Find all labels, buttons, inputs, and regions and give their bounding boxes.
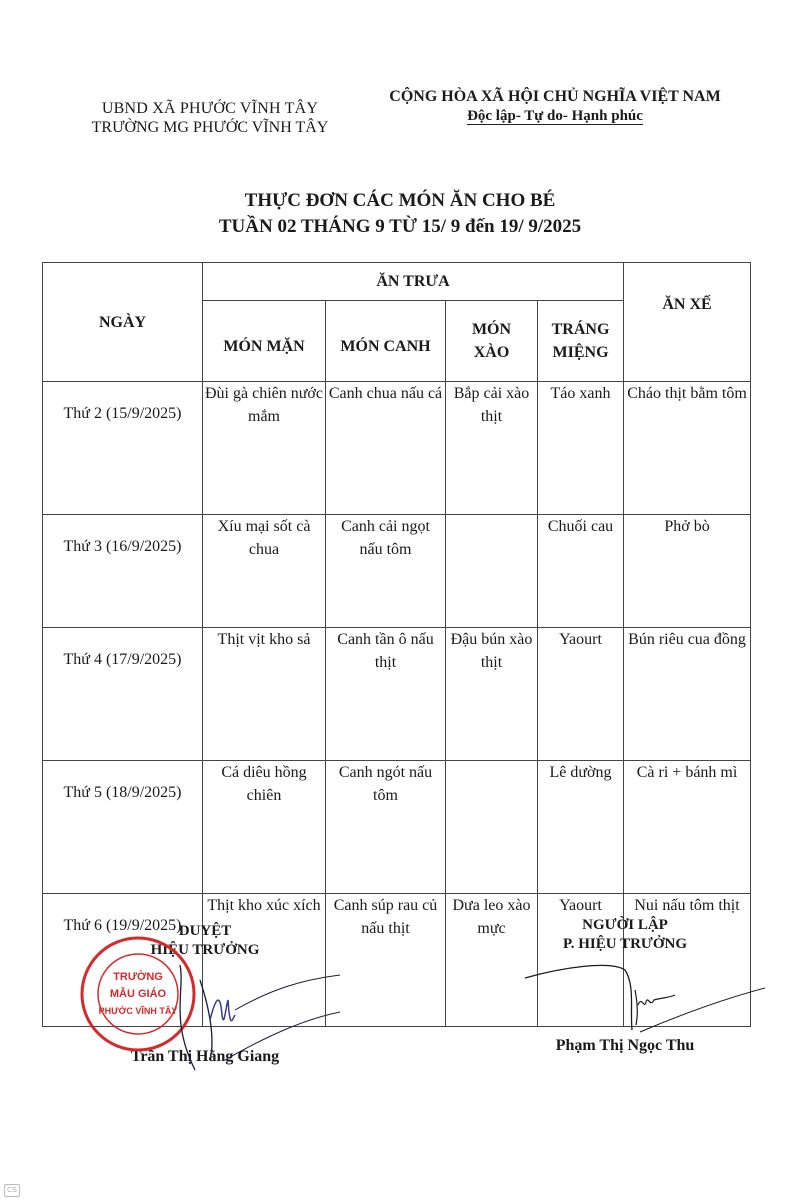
header-mon-canh: MÓN CANH — [326, 301, 446, 382]
cell-trang-mieng: Táo xanh — [538, 382, 624, 515]
approver-title-2: HIỆU TRƯỞNG — [150, 942, 260, 958]
cell-canh: Canh ngót nấu tôm — [326, 761, 446, 894]
header-trang-mieng: TRÁNG MIỆNG — [538, 301, 624, 382]
cell-an-xe: Cà ri + bánh mì — [624, 761, 751, 894]
national-motto — [365, 108, 745, 125]
cell-xao: Dưa leo xào mực — [446, 894, 538, 1027]
approver-name: Trần Thị Hằng Giang — [130, 1048, 280, 1065]
preparer-title-2: P. HIỆU TRƯỞNG — [562, 936, 688, 952]
table-row — [43, 382, 751, 515]
cell-man: Cá diêu hồng chiên — [203, 761, 326, 894]
cell-day: Thứ 2 (15/9/2025) — [43, 382, 203, 515]
cell-man: Xíu mại sốt cà chua — [203, 515, 326, 628]
school-name-text: TRƯỜNG MG PHƯỚC VĨNH TÂY — [91, 119, 329, 136]
cell-man: Thịt vịt kho sả — [203, 628, 326, 761]
stamp-line-1: TRƯỜNG — [113, 971, 163, 983]
cell-canh: Canh tần ô nấu thịt — [326, 628, 446, 761]
preparer-signature — [520, 960, 770, 1040]
cell-xao — [446, 515, 538, 628]
approver-title-1: DUYỆT — [178, 923, 232, 939]
stamp-line-3: PHƯỚC VĨNH TÂY — [98, 1006, 178, 1016]
menu-table — [42, 262, 751, 1027]
cell-canh: Canh súp rau củ nấu thịt — [326, 894, 446, 1027]
approver-signature — [140, 960, 340, 1080]
cell-trang-mieng: Lê dường — [538, 761, 624, 894]
national-title: CỘNG HÒA XÃ HỘI CHỦ NGHĨA VIỆT NAM — [389, 88, 721, 105]
cell-canh: Canh cải ngọt nấu tôm — [326, 515, 446, 628]
cell-an-xe: Cháo thịt bằm tôm — [624, 382, 751, 515]
title-line-2: TUẦN 02 THÁNG 9 TỪ 15/ 9 đến 19/ 9/2025 — [218, 216, 582, 237]
authority-name: UBND XÃ PHƯỚC VĨNH TÂY — [101, 100, 319, 117]
school-name — [60, 119, 360, 137]
cell-day: Thứ 6 (19/9/2025) — [43, 894, 203, 1027]
cell-day: Thứ 3 (16/9/2025) — [43, 515, 203, 628]
scanner-logo-icon: CS — [4, 1184, 20, 1197]
preparer-name: Phạm Thị Ngọc Thu — [555, 1037, 695, 1054]
cell-day: Thứ 4 (17/9/2025) — [43, 628, 203, 761]
header-an-xe: ĂN XẾ — [624, 263, 751, 382]
document-title — [100, 188, 700, 240]
cell-day: Thứ 5 (18/9/2025) — [43, 761, 203, 894]
cell-trang-mieng: Yaourt — [538, 894, 624, 1027]
cell-trang-mieng: Chuối cau — [538, 515, 624, 628]
header-left — [60, 100, 360, 137]
cell-xao: Đậu bún xào thịt — [446, 628, 538, 761]
header-mon-man: MÓN MẶN — [203, 301, 326, 382]
table-row — [43, 628, 751, 761]
title-line-1: THỰC ĐƠN CÁC MÓN ĂN CHO BÉ — [244, 190, 556, 211]
cell-man: Đùi gà chiên nước mắm — [203, 382, 326, 515]
cell-man: Thịt kho xúc xích — [203, 894, 326, 1027]
cell-trang-mieng: Yaourt — [538, 628, 624, 761]
header-mon-xao: MÓN XÀO — [446, 301, 538, 382]
stamp-line-2: MẪU GIÁO — [109, 988, 167, 1000]
cell-an-xe: Bún riêu cua đồng — [624, 628, 751, 761]
header-day: NGÀY — [43, 263, 203, 382]
table-row — [43, 515, 751, 628]
header-lunch-group: ĂN TRƯA — [203, 263, 624, 301]
cell-an-xe: Nui nấu tôm thịt — [624, 894, 751, 1027]
cell-an-xe: Phở bò — [624, 515, 751, 628]
preparer-title-1: NGƯỜI LẬP — [582, 917, 668, 933]
cell-xao — [446, 761, 538, 894]
cell-canh: Canh chua nấu cá — [326, 382, 446, 515]
national-motto-text: Độc lập- Tự do- Hạnh phúc — [467, 108, 643, 124]
header-right — [365, 88, 745, 125]
cell-xao: Bắp cải xào thịt — [446, 382, 538, 515]
table-row — [43, 761, 751, 894]
